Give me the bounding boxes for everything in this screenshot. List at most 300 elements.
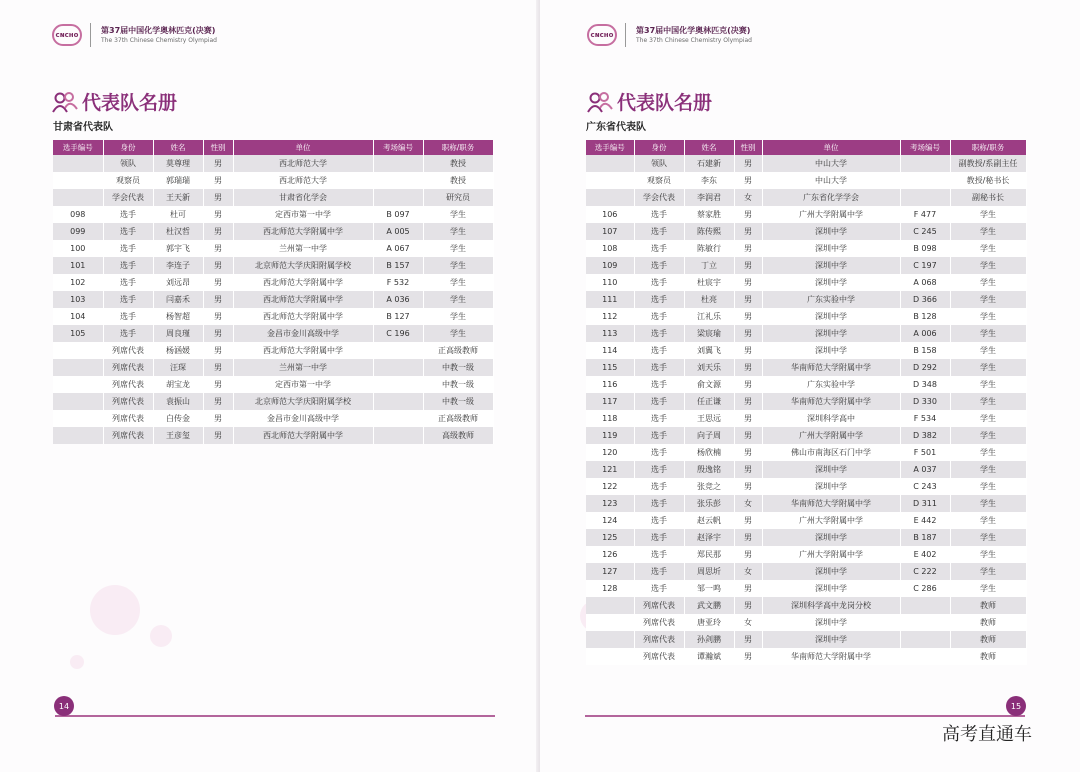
table-row — [53, 325, 493, 342]
table-cell: 男 — [734, 291, 762, 308]
table-cell: A 005 — [373, 223, 423, 240]
right-page — [540, 0, 1080, 772]
table-cell: 学生 — [423, 308, 493, 325]
table-cell — [900, 648, 950, 665]
table-cell: 兰州第一中学 — [233, 359, 373, 376]
table-cell: 109 — [586, 257, 634, 274]
table-cell — [53, 155, 103, 172]
table-cell: 选手 — [634, 461, 684, 478]
table-cell: 华南师范大学附属中学 — [762, 495, 900, 512]
table-cell: 学生 — [950, 359, 1026, 376]
table-cell: 华南师范大学附属中学 — [762, 393, 900, 410]
table-row — [53, 223, 493, 240]
table-cell: 深圳中学 — [762, 325, 900, 342]
table-cell: 金昌市金川高级中学 — [233, 410, 373, 427]
table-cell: 男 — [734, 393, 762, 410]
table-row — [586, 495, 1026, 512]
table-cell: 选手 — [634, 512, 684, 529]
table-cell: 学生 — [950, 308, 1026, 325]
table-cell: 学生 — [950, 342, 1026, 359]
table-cell: 列席代表 — [634, 631, 684, 648]
column-header: 性别 — [734, 140, 762, 155]
table-cell: 女 — [734, 614, 762, 631]
table-row — [53, 155, 493, 172]
table-cell: 学生 — [950, 257, 1026, 274]
table-row — [586, 189, 1026, 206]
table-cell: 学生 — [950, 444, 1026, 461]
table-row — [53, 376, 493, 393]
table-cell: 深圳中学 — [762, 240, 900, 257]
table-cell: 向子周 — [684, 427, 734, 444]
table-cell: 广州大学附属中学 — [762, 512, 900, 529]
footer-line — [55, 715, 495, 717]
table-cell: 石建新 — [684, 155, 734, 172]
table-cell: 白传金 — [153, 410, 203, 427]
table-cell: 张竞之 — [684, 478, 734, 495]
table-cell: 学生 — [423, 257, 493, 274]
table-cell: 广东省化学学会 — [762, 189, 900, 206]
table-cell: 男 — [203, 172, 233, 189]
table-cell: F 501 — [900, 444, 950, 461]
table-cell: 选手 — [634, 291, 684, 308]
table-cell: 男 — [734, 274, 762, 291]
table-cell — [900, 614, 950, 631]
table-cell: 梁宸瑜 — [684, 325, 734, 342]
table-cell: 深圳中学 — [762, 614, 900, 631]
table-cell: F 532 — [373, 274, 423, 291]
table-cell: 男 — [734, 580, 762, 597]
table-row — [586, 631, 1026, 648]
table-cell: B 157 — [373, 257, 423, 274]
table-row — [586, 308, 1026, 325]
table-cell: 兰州第一中学 — [233, 240, 373, 257]
table-cell: 113 — [586, 325, 634, 342]
table-cell: 男 — [203, 342, 233, 359]
table-cell: D 348 — [900, 376, 950, 393]
table-cell: 101 — [53, 257, 103, 274]
table-cell: 男 — [734, 342, 762, 359]
table-row — [586, 257, 1026, 274]
table-cell: 莫尊理 — [153, 155, 203, 172]
table-cell: 深圳科学高中龙岗分校 — [762, 597, 900, 614]
table-cell: 正高级教师 — [423, 342, 493, 359]
table-cell: 选手 — [634, 325, 684, 342]
table-cell: D 366 — [900, 291, 950, 308]
table-cell: 男 — [203, 155, 233, 172]
table-cell: 男 — [734, 206, 762, 223]
column-header: 身份 — [103, 140, 153, 155]
table-cell: 深圳中学 — [762, 342, 900, 359]
table-cell: 谭瀚斌 — [684, 648, 734, 665]
table-cell — [53, 376, 103, 393]
roster-table — [53, 140, 494, 444]
table-cell: 107 — [586, 223, 634, 240]
table-cell: 男 — [203, 410, 233, 427]
table-cell: 刘翼飞 — [684, 342, 734, 359]
people-icon — [52, 91, 78, 113]
table-cell: 127 — [586, 563, 634, 580]
table-cell: 选手 — [634, 529, 684, 546]
table-cell — [373, 427, 423, 444]
table-row — [53, 393, 493, 410]
table-cell: 学生 — [950, 376, 1026, 393]
table-cell — [53, 342, 103, 359]
table-row — [586, 648, 1026, 665]
table-cell: 西北师范大学附属中学 — [233, 308, 373, 325]
table-row — [53, 410, 493, 427]
table-cell: 西北师范大学 — [233, 155, 373, 172]
table-row — [586, 597, 1026, 614]
table-cell: 教师 — [950, 648, 1026, 665]
table-cell: 选手 — [103, 240, 153, 257]
table-cell: 选手 — [634, 495, 684, 512]
table-cell: 男 — [734, 648, 762, 665]
table-row — [586, 563, 1026, 580]
table-cell: 陈传熙 — [684, 223, 734, 240]
table-cell: 男 — [734, 172, 762, 189]
table-cell: 深圳中学 — [762, 563, 900, 580]
table-cell: C 222 — [900, 563, 950, 580]
table-cell: 列席代表 — [634, 614, 684, 631]
table-cell: 领队 — [103, 155, 153, 172]
table-cell: 男 — [203, 274, 233, 291]
table-cell: 学生 — [950, 393, 1026, 410]
table-cell: 学生 — [423, 240, 493, 257]
table-cell: D 382 — [900, 427, 950, 444]
table-cell: 男 — [734, 546, 762, 563]
table-cell: 男 — [734, 478, 762, 495]
table-cell: A 068 — [900, 274, 950, 291]
table-cell: 学生 — [950, 529, 1026, 546]
table-cell: 男 — [734, 529, 762, 546]
table-cell — [53, 410, 103, 427]
table-cell: 105 — [53, 325, 103, 342]
page-number: 15 — [1006, 696, 1026, 716]
header-title-en: The 37th Chinese Chemistry Olympiad — [636, 36, 752, 44]
column-header: 姓名 — [684, 140, 734, 155]
table-row — [53, 308, 493, 325]
table-cell: 男 — [203, 291, 233, 308]
decorative-bubble — [90, 585, 140, 635]
table-cell: 099 — [53, 223, 103, 240]
table-cell: 北京师范大学庆阳附属学校 — [233, 257, 373, 274]
table-cell — [900, 155, 950, 172]
table-cell: 学会代表 — [634, 189, 684, 206]
table-cell: 男 — [203, 257, 233, 274]
table-row — [586, 427, 1026, 444]
table-cell: 领队 — [634, 155, 684, 172]
table-cell: 观察员 — [634, 172, 684, 189]
table-cell: 男 — [203, 189, 233, 206]
table-cell: 选手 — [103, 308, 153, 325]
section-title — [587, 88, 712, 115]
column-header: 性别 — [203, 140, 233, 155]
table-cell — [900, 172, 950, 189]
table-cell: 学生 — [950, 563, 1026, 580]
table-cell: E 442 — [900, 512, 950, 529]
table-cell: 学生 — [423, 274, 493, 291]
table-cell — [586, 648, 634, 665]
table-cell: 选手 — [634, 206, 684, 223]
table-cell: 杨智超 — [153, 308, 203, 325]
table-cell: 广州大学附属中学 — [762, 427, 900, 444]
table-cell: 刘远昂 — [153, 274, 203, 291]
table-cell: 广州大学附属中学 — [762, 546, 900, 563]
table-cell: 教师 — [950, 614, 1026, 631]
page-number: 14 — [54, 696, 74, 716]
table-cell: 119 — [586, 427, 634, 444]
table-cell: 男 — [734, 427, 762, 444]
table-cell — [53, 359, 103, 376]
table-cell: 邹一鸣 — [684, 580, 734, 597]
table-cell: 选手 — [634, 376, 684, 393]
table-cell: C 243 — [900, 478, 950, 495]
table-cell — [586, 597, 634, 614]
table-row — [586, 206, 1026, 223]
table-cell — [373, 393, 423, 410]
table-cell: 郭瑞瑞 — [153, 172, 203, 189]
table-cell: F 477 — [900, 206, 950, 223]
header-divider — [90, 23, 91, 47]
table-cell: A 036 — [373, 291, 423, 308]
table-cell: 选手 — [634, 308, 684, 325]
table-cell: 学生 — [950, 495, 1026, 512]
table-cell: 江礼乐 — [684, 308, 734, 325]
table-cell: 选手 — [634, 257, 684, 274]
table-cell: 选手 — [634, 563, 684, 580]
table-cell: 列席代表 — [103, 410, 153, 427]
table-cell: C 196 — [373, 325, 423, 342]
table-cell: 甘肃省化学会 — [233, 189, 373, 206]
table-cell: 男 — [734, 308, 762, 325]
table-cell: 学生 — [950, 274, 1026, 291]
table-cell: 男 — [203, 206, 233, 223]
table-cell: 赵云帆 — [684, 512, 734, 529]
table-cell: 深圳中学 — [762, 257, 900, 274]
table-cell: 中山大学 — [762, 155, 900, 172]
page-header — [587, 20, 752, 50]
people-icon — [587, 91, 613, 113]
table-cell: 观察员 — [103, 172, 153, 189]
table-cell: 男 — [734, 376, 762, 393]
table-cell: 中教一级 — [423, 359, 493, 376]
table-cell — [53, 189, 103, 206]
table-cell: 男 — [203, 240, 233, 257]
table-cell: 袁振山 — [153, 393, 203, 410]
table-cell — [373, 376, 423, 393]
table-cell: 殷逸铭 — [684, 461, 734, 478]
table-row — [586, 342, 1026, 359]
table-cell: 教授/秘书长 — [950, 172, 1026, 189]
table-cell: 女 — [734, 563, 762, 580]
section-title-text: 代表队名册 — [617, 92, 713, 114]
table-cell — [586, 189, 634, 206]
table-cell: 男 — [734, 444, 762, 461]
table-cell: 深圳科学高中 — [762, 410, 900, 427]
table-row — [586, 291, 1026, 308]
table-cell: 选手 — [634, 223, 684, 240]
table-cell: 杜宸宇 — [684, 274, 734, 291]
column-header: 选手编号 — [53, 140, 103, 155]
table-row — [586, 410, 1026, 427]
table-cell: 学生 — [950, 240, 1026, 257]
watermark-text: 高考直通车 — [942, 724, 1032, 745]
decorative-bubble — [150, 625, 172, 647]
table-cell: C 286 — [900, 580, 950, 597]
table-cell: 117 — [586, 393, 634, 410]
table-cell: 丁立 — [684, 257, 734, 274]
table-cell: 深圳中学 — [762, 274, 900, 291]
table-cell: 学生 — [950, 478, 1026, 495]
table-cell: 深圳中学 — [762, 580, 900, 597]
table-cell: 赵泽宇 — [684, 529, 734, 546]
table-cell: 学生 — [423, 291, 493, 308]
table-cell: 选手 — [103, 325, 153, 342]
cncho-logo: ᴄɴᴄʜᴏ — [587, 24, 617, 46]
table-cell: 王思远 — [684, 410, 734, 427]
table-cell: B 158 — [900, 342, 950, 359]
table-cell: 北京师范大学庆阳附属学校 — [233, 393, 373, 410]
table-cell: 125 — [586, 529, 634, 546]
table-cell — [373, 189, 423, 206]
table-cell: 定西市第一中学 — [233, 376, 373, 393]
table-cell: 王彦玺 — [153, 427, 203, 444]
table-cell: 选手 — [634, 393, 684, 410]
column-header: 单位 — [762, 140, 900, 155]
column-header: 考场编号 — [900, 140, 950, 155]
table-cell: 104 — [53, 308, 103, 325]
table-cell: 112 — [586, 308, 634, 325]
table-cell: 128 — [586, 580, 634, 597]
table-cell: 学生 — [950, 546, 1026, 563]
table-cell — [900, 631, 950, 648]
table-cell: 选手 — [634, 359, 684, 376]
table-cell — [373, 410, 423, 427]
table-cell: 西北师范大学 — [233, 172, 373, 189]
table-cell: 男 — [734, 257, 762, 274]
table-cell: 唐亚玲 — [684, 614, 734, 631]
table-cell — [586, 614, 634, 631]
table-cell: 列席代表 — [103, 393, 153, 410]
table-cell: 126 — [586, 546, 634, 563]
table-cell: 选手 — [634, 240, 684, 257]
table-cell: 西北师范大学附属中学 — [233, 223, 373, 240]
team-name: 甘肃省代表队 — [53, 122, 113, 133]
table-cell: 刘天乐 — [684, 359, 734, 376]
table-cell: 115 — [586, 359, 634, 376]
table-row — [586, 580, 1026, 597]
table-cell: 女 — [734, 495, 762, 512]
table-cell: F 534 — [900, 410, 950, 427]
table-cell: 学生 — [423, 223, 493, 240]
table-cell: 102 — [53, 274, 103, 291]
table-cell: 学生 — [950, 427, 1026, 444]
table-cell: 定西市第一中学 — [233, 206, 373, 223]
table-cell: 男 — [203, 325, 233, 342]
table-cell: 佛山市南海区石门中学 — [762, 444, 900, 461]
table-cell: 列席代表 — [103, 376, 153, 393]
table-cell — [53, 427, 103, 444]
table-row — [586, 240, 1026, 257]
header-title-cn: 第37届中国化学奥林匹克(决赛) — [101, 25, 216, 35]
table-header-row — [586, 140, 1026, 155]
column-header: 姓名 — [153, 140, 203, 155]
table-cell — [373, 342, 423, 359]
table-cell: 选手 — [103, 291, 153, 308]
table-cell: 列席代表 — [103, 342, 153, 359]
table-cell: 广州大学附属中学 — [762, 206, 900, 223]
table-cell: 学生 — [950, 325, 1026, 342]
table-cell: A 037 — [900, 461, 950, 478]
table-cell: 教师 — [950, 631, 1026, 648]
table-cell: 选手 — [103, 206, 153, 223]
table-cell: 胡宝龙 — [153, 376, 203, 393]
table-row — [586, 223, 1026, 240]
table-cell — [900, 189, 950, 206]
table-row — [586, 155, 1026, 172]
table-cell: 学生 — [950, 580, 1026, 597]
table-cell: 西北师范大学附属中学 — [233, 342, 373, 359]
table-cell: 女 — [734, 189, 762, 206]
table-cell: 正高级教师 — [423, 410, 493, 427]
section-title-text: 代表队名册 — [82, 92, 178, 114]
table-cell: 男 — [734, 410, 762, 427]
table-cell: B 128 — [900, 308, 950, 325]
table-row — [586, 529, 1026, 546]
table-row — [53, 427, 493, 444]
table-cell: 男 — [734, 223, 762, 240]
table-cell: 郭宇飞 — [153, 240, 203, 257]
table-cell: 选手 — [103, 223, 153, 240]
table-cell: 孙剑鹏 — [684, 631, 734, 648]
table-cell: 武文鹏 — [684, 597, 734, 614]
table-cell: 任正谦 — [684, 393, 734, 410]
column-header: 单位 — [233, 140, 373, 155]
table-cell: 教授 — [423, 172, 493, 189]
table-cell: 列席代表 — [103, 427, 153, 444]
table-cell: 106 — [586, 206, 634, 223]
table-cell: 选手 — [103, 274, 153, 291]
table-cell — [53, 172, 103, 189]
table-cell: E 402 — [900, 546, 950, 563]
table-cell: 选手 — [103, 257, 153, 274]
table-cell: 深圳中学 — [762, 478, 900, 495]
table-cell: 男 — [203, 308, 233, 325]
table-cell: 中山大学 — [762, 172, 900, 189]
table-cell: 男 — [734, 597, 762, 614]
table-cell — [373, 172, 423, 189]
table-cell: C 245 — [900, 223, 950, 240]
table-cell: 杨欣楠 — [684, 444, 734, 461]
table-cell: 100 — [53, 240, 103, 257]
table-cell: 男 — [203, 359, 233, 376]
table-cell: 选手 — [634, 274, 684, 291]
table-cell: B 187 — [900, 529, 950, 546]
table-cell: 华南师范大学附属中学 — [762, 648, 900, 665]
header-divider — [625, 23, 626, 47]
table-cell: 列席代表 — [634, 648, 684, 665]
table-cell: A 067 — [373, 240, 423, 257]
table-cell: 深圳中学 — [762, 308, 900, 325]
table-cell: 男 — [734, 325, 762, 342]
table-cell: D 311 — [900, 495, 950, 512]
table-cell: 闫嘉禾 — [153, 291, 203, 308]
column-header: 职称/职务 — [950, 140, 1026, 155]
table-cell: 华南师范大学附属中学 — [762, 359, 900, 376]
table-cell: 男 — [734, 461, 762, 478]
footer-line — [585, 715, 1025, 717]
table-cell: 郑民那 — [684, 546, 734, 563]
